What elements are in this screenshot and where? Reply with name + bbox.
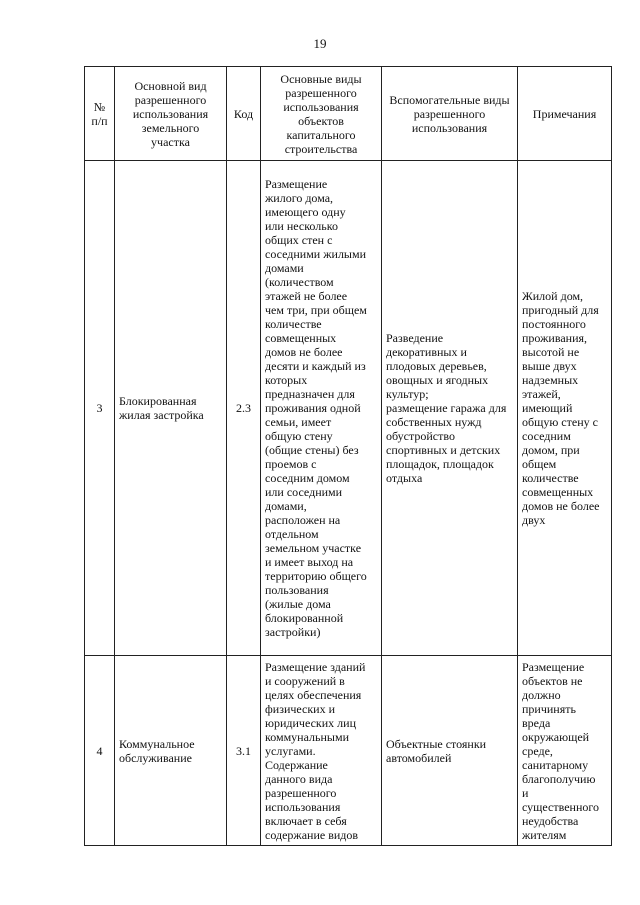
- header-capital-uses: Основные виды разрешенного использования объектов капитального строительства: [261, 67, 382, 161]
- header-aux-uses: Вспомогательные виды разрешенного использования: [382, 67, 518, 161]
- header-code: Код: [227, 67, 261, 161]
- page-number: 19: [313, 36, 327, 51]
- row-code: 3.1: [227, 656, 261, 846]
- header-num: № п/п: [85, 67, 115, 161]
- row-aux-uses: Разведение декоративных и плодовых деревьев, овощных и ягодных культур; размещение гаража для собственных нужд обустройство спортивных и детских площадок, площадок отдыха: [382, 161, 518, 656]
- row-num: 3: [85, 161, 115, 656]
- row-code: 2.3: [227, 161, 261, 656]
- row-notes: Жилой дом, пригодный для постоянного проживания, высотой не выше двух надземных этажей, имеющий общую стену с соседним домом, при общем количестве совмещенных домов не более двух: [518, 161, 612, 656]
- table-row: [85, 161, 612, 656]
- row-capital-uses: Размещение жилого дома, имеющего одну или несколько общих стен с соседними жилыми домами (количеством этажей не более чем три, при общем количестве совмещенных домов не более десяти и каждый из которых предназначен для проживания одной семьи, имеет общую стену (общие стены) без проемов с соседним домом или соседними домами, расположен на отдельном земельном участке и имеет выход на территорию общего пользования (жилые дома блокированной застройки): [261, 161, 382, 656]
- header-notes: Примечания: [518, 67, 612, 161]
- table-row: [85, 656, 612, 846]
- row-main-use: Коммунальное обслуживание: [115, 656, 227, 846]
- row-aux-uses: Объектные стоянки автомобилей: [382, 656, 518, 846]
- table-header-row: [85, 67, 612, 161]
- land-use-table: [84, 66, 612, 846]
- row-capital-uses: Размещение зданий и сооружений в целях обеспечения физических и юридических лиц коммунальными услугами. Содержание данного вида разрешенного использования включает в себя содержание видов: [261, 656, 382, 846]
- row-main-use: Блокированная жилая застройка: [115, 161, 227, 656]
- header-main-use: Основной вид разрешенного использования земельного участка: [115, 67, 227, 161]
- row-num: 4: [85, 656, 115, 846]
- row-notes: Размещение объектов не должно причинять вреда окружающей среде, санитарному благополучию и существенного неудобства жителям: [518, 656, 612, 846]
